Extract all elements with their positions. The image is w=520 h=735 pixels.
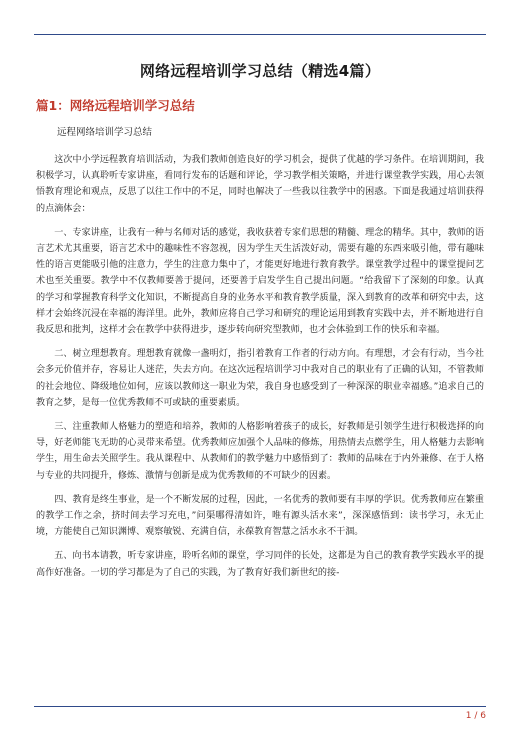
section-subtitle: 远程网络培训学习总结 bbox=[57, 127, 153, 138]
paragraph-point-2: 二、树立理想教育。理想教育就像一盏明灯，指引着教育工作者的行动方向。有理想，才会有行动，当今社会多元价值并存，容易让人迷茫，失去方向。在这次远程培训学习中我对自己的职业有了正确的认知，不管教师的社会地位、降级地位如何，应该以教师这一职业为荣，我自身也感受到了一种深深的职业幸福感。”追求自己的教育之梦，是每一位优秀教师不可或缺的重要素质。 bbox=[36, 349, 484, 408]
page-indicator: 1 / 6 bbox=[465, 711, 486, 721]
body-text bbox=[36, 152, 484, 589]
paragraph-intro: 这次中小学远程教育培训活动，为我们教师创造良好的学习机会，提供了优越的学习条件。在培训期间，我积极学习，认真聆听专家讲座，看同行发布的话题和评论，学习教学相关策略，并进行课堂教学实践，用心去领悟教育理论和观点，反思了以往工作中的不足，同时也解决了一些我以往教学中的困惑。下面是我通过培训获得的点滴体会： bbox=[36, 155, 484, 214]
footer-rule bbox=[34, 706, 486, 707]
paragraph-point-5: 五、向书本请教，听专家讲座，聆听名师的课堂，学习同伴的长处，这都是为自己的教育教学实践水平的提高作好准备。一切的学习都是为了自己的实践，为了教育好我们新世纪的接- bbox=[36, 551, 484, 578]
paragraph-point-1: 一、专家讲座，让我有一种与名师对话的感觉，我收获着专家们思想的精髓、理念的精华。其中，教师的语言艺术尤其重要，语言艺术中的趣味性不容忽视，因为学生天生活泼好动，需要有趣的东西来吸引他，带有趣味性的语言更能吸引他的注意力，学生的注意力集中了，才能更好地进行教育教学。课堂教学过程中的课堂提问艺术也至关重要。教学中不仅教师要善于提问，还要善于启发学生自己提出问题。“给我留下了深刻的印象。认真的学习和掌握教育科学文化知识，不断提高自身的业务水平和教育教学质量，深入到教育的改革和研究中去，这样才会始终沉浸在幸福的海洋里。此外，教师应将自己学习和研究的理论运用到教育实践中去，并不断地进行自我反思和批判，这样才会在教学中获得进步，逐步转向研究型教师，也才会体验到工作的快乐和幸福。 bbox=[36, 227, 484, 336]
paragraph-point-4: 四、教育是终生事业，是一个不断发展的过程，因此，一名优秀的教师要有丰厚的学识。优秀教师应在繁重的教学工作之余，挤时间去学习充电，”问渠哪得清如许，唯有源头活水来”，深深感悟到：读书学习，永无止境，方能使自己知识渊博、观察敏锐、充满自信，永葆教育智慧之活水永不干涸。 bbox=[36, 494, 484, 538]
header-rule bbox=[34, 34, 486, 35]
section-heading: 篇1：网络远程培训学习总结 bbox=[36, 98, 195, 113]
paragraph-point-3: 三、注重教师人格魅力的塑造和培养，教师的人格影响着孩子的成长，好教师是引领学生进行积极选择的向导，好老师能飞无助的心灵带来希望。优秀教师应加强个人品味的修炼，用热情去点燃学生，用人格魅力去影响学生，用生命去关照学生。我从课程中、从教师们的教学魅力中感悟到了：教师的品味在于内外兼修、在于人格与专业的共同提升，修炼、激情与创新是成为优秀教师的不可缺少的因素。 bbox=[36, 422, 484, 481]
document-title: 网络远程培训学习总结（精选4篇） bbox=[139, 62, 381, 80]
